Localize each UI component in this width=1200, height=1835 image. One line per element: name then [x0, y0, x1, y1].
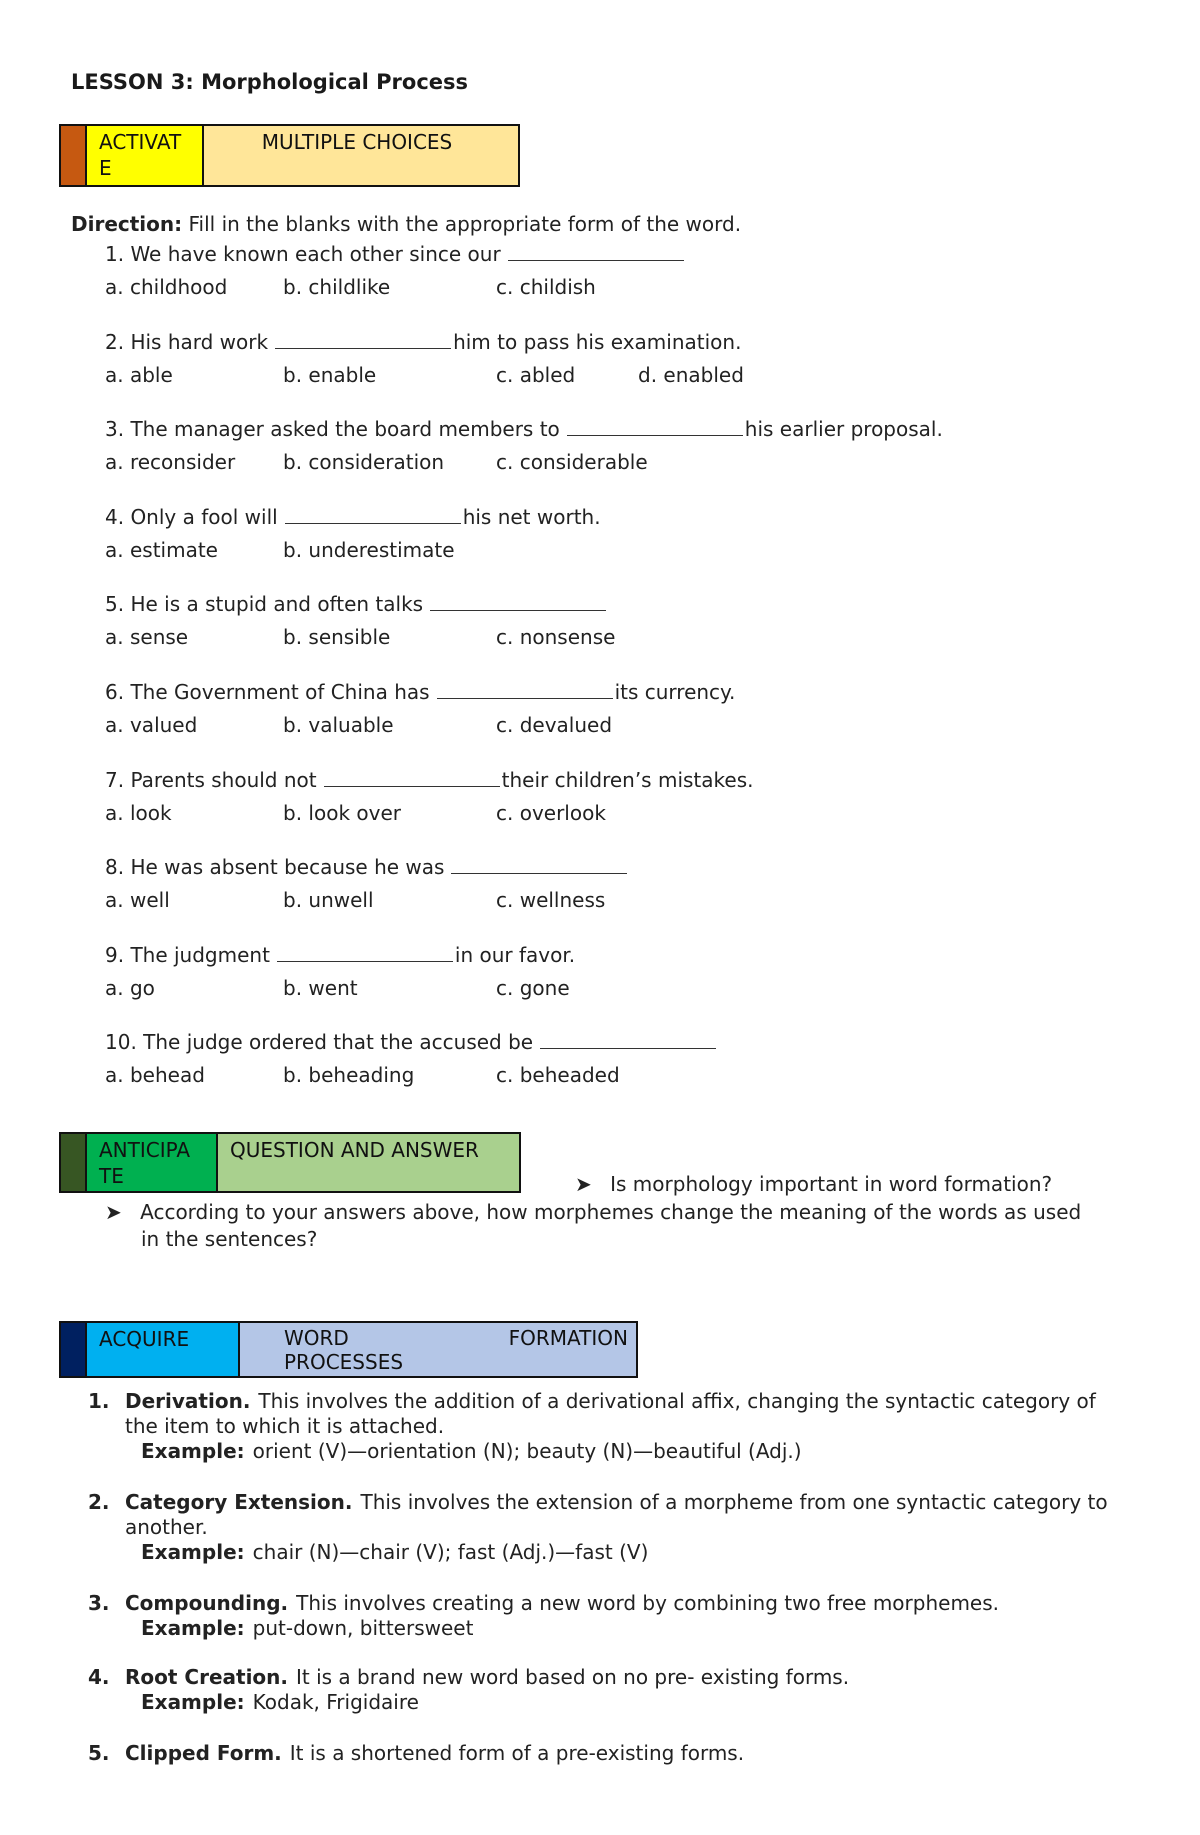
question-text-end: him to pass his examination. — [453, 329, 742, 354]
question-text: 1. We have known each other since our — [105, 242, 501, 266]
anticipate-tag-line1: ANTICIPA — [99, 1138, 191, 1162]
process-example — [141, 1690, 1133, 1715]
activate-tag-line1: ACTIVAT — [99, 130, 182, 154]
question-7 — [105, 768, 753, 792]
answer-option: a. childhood — [105, 275, 228, 299]
question-10 — [105, 1030, 718, 1054]
question-text: 4. Only a fool will — [105, 504, 278, 529]
answer-option: c. childish — [496, 275, 596, 299]
answer-blank — [567, 417, 743, 436]
answer-option: d. enabled — [638, 362, 744, 387]
question-6 — [105, 680, 735, 704]
answer-option: a. go — [105, 975, 155, 1000]
answer-option: a. sense — [105, 625, 189, 650]
answer-option: b. sensible — [283, 625, 391, 650]
question-text-end: his earlier proposal. — [744, 417, 943, 442]
process-description: It is a shortened form of a pre-existing forms. — [289, 1741, 745, 1765]
option-row — [105, 976, 1005, 1002]
qa-question-2-line2: in the sentences? — [141, 1227, 318, 1251]
question-text-end: its currency. — [614, 680, 736, 704]
answer-option: c. abled — [496, 362, 576, 387]
process-number: 5. — [88, 1741, 110, 1765]
process-number: 3. — [88, 1591, 110, 1615]
anticipate-color-strip — [61, 1134, 87, 1191]
example-label: Example: — [141, 1690, 245, 1714]
option-row — [105, 275, 1005, 301]
question-text: 8. He was absent because he was — [105, 855, 445, 880]
process-heading: Compounding. — [125, 1591, 289, 1615]
answer-option: c. considerable — [496, 450, 648, 475]
option-row — [105, 538, 1005, 564]
answer-option: a. behead — [105, 1063, 205, 1088]
process-example — [141, 1616, 1133, 1641]
qa-question-1: Is morphology important in word formation? — [610, 1172, 1053, 1196]
answer-option: c. nonsense — [496, 625, 616, 650]
lesson-title: LESSON 3: Morphological Process — [71, 70, 469, 94]
process-example — [141, 1439, 1133, 1464]
answer-blank — [540, 1030, 716, 1049]
example-label: Example: — [141, 1439, 245, 1463]
question-text: 7. Parents should not — [105, 767, 317, 792]
question-8 — [105, 855, 629, 879]
answer-option: b. went — [283, 975, 358, 1000]
answer-option: a. look — [105, 800, 172, 825]
example-label: Example: — [141, 1540, 245, 1564]
answer-option: c. beheaded — [496, 1063, 620, 1088]
answer-option: b. unwell — [283, 888, 374, 913]
question-text: 3. The manager asked the board members to — [105, 417, 560, 442]
qa-item-1 — [575, 1172, 1052, 1196]
process-number: 1. — [88, 1389, 110, 1413]
option-row — [105, 1063, 1005, 1089]
question-text-end: his net worth. — [462, 504, 601, 529]
answer-blank — [285, 505, 461, 524]
process-body — [125, 1389, 1133, 1464]
example-text: orient (V)—orientation (N); beauty (N)—beautiful (Adj.) — [252, 1439, 802, 1463]
process-number: 4. — [88, 1665, 110, 1689]
question-2 — [105, 330, 741, 354]
answer-option: b. consideration — [283, 450, 445, 475]
option-row — [105, 713, 1005, 739]
question-5 — [105, 592, 608, 616]
answer-option: c. overlook — [496, 800, 606, 825]
answer-blank — [451, 855, 627, 874]
answer-option: b. enable — [283, 362, 377, 387]
acquire-heading-word: WORD — [284, 1326, 349, 1350]
direction-text: Fill in the blanks with the appropriate form of the word. — [188, 212, 742, 236]
question-text-end: in our favor. — [454, 942, 576, 967]
answer-option: c. gone — [496, 975, 570, 1000]
answer-blank — [430, 592, 606, 611]
process-item — [88, 1741, 1133, 1766]
question-text: 9. The judgment — [105, 942, 270, 967]
activate-banner — [59, 124, 520, 187]
answer-blank — [277, 943, 453, 962]
qa-item-2 — [105, 1200, 1145, 1251]
process-heading: Category Extension. — [125, 1490, 353, 1514]
acquire-banner — [59, 1321, 638, 1378]
arrow-bullet-icon: ➤ — [105, 1200, 122, 1224]
answer-option: b. look over — [283, 800, 401, 825]
process-example — [141, 1540, 1133, 1565]
option-row — [105, 801, 1005, 827]
process-description: This involves creating a new word by combining two free morphemes. — [296, 1591, 1000, 1615]
process-body — [125, 1490, 1133, 1565]
example-text: put-down, bittersweet — [252, 1616, 474, 1640]
process-description: It is a brand new word based on no pre- existing forms. — [296, 1665, 850, 1689]
direction — [71, 212, 741, 236]
answer-option: b. underestimate — [283, 537, 455, 562]
question-text-end: their children’s mistakes. — [501, 767, 754, 792]
answer-option: a. able — [105, 362, 173, 387]
anticipate-tag — [87, 1134, 218, 1191]
qa-question-2-line1: According to your answers above, how morphemes change the meaning of the words as used — [140, 1200, 1082, 1224]
process-description: This involves the extension of a morpheme from one syntactic category to another. — [125, 1490, 1108, 1539]
acquire-heading-formation: FORMATION — [508, 1326, 628, 1350]
process-body — [125, 1741, 1133, 1766]
process-item — [88, 1490, 1133, 1565]
answer-option: a. reconsider — [105, 450, 236, 475]
process-heading: Derivation. — [125, 1389, 251, 1413]
process-heading: Root Creation. — [125, 1665, 288, 1689]
arrow-bullet-icon: ➤ — [575, 1172, 592, 1196]
process-body — [125, 1665, 1133, 1715]
answer-blank — [275, 330, 451, 349]
example-text: chair (N)—chair (V); fast (Adj.)—fast (V) — [252, 1540, 649, 1564]
question-text: 10. The judge ordered that the accused be — [105, 1030, 534, 1055]
acquire-color-strip — [61, 1323, 87, 1376]
question-4 — [105, 505, 601, 529]
answer-blank — [437, 680, 613, 699]
anticipate-tag-line2: TE — [99, 1164, 124, 1188]
activate-color-strip — [61, 126, 87, 185]
answer-option: a. well — [105, 888, 170, 913]
process-item — [88, 1665, 1133, 1715]
answer-option: a. valued — [105, 713, 198, 737]
acquire-tag: ACQUIRE — [87, 1323, 240, 1376]
answer-option: c. devalued — [496, 713, 613, 737]
example-text: Kodak, Frigidaire — [252, 1690, 419, 1714]
process-heading: Clipped Form. — [125, 1741, 282, 1765]
answer-option: c. wellness — [496, 888, 606, 913]
activate-tag-line2: E — [99, 156, 112, 180]
option-row — [105, 363, 1005, 389]
question-3 — [105, 417, 943, 441]
process-item — [88, 1389, 1133, 1464]
activate-heading: MULTIPLE CHOICES — [204, 126, 518, 185]
option-row — [105, 450, 1005, 476]
process-body — [125, 1591, 1133, 1641]
answer-blank — [324, 768, 500, 787]
anticipate-banner — [59, 1132, 521, 1193]
direction-label: Direction: — [71, 212, 183, 236]
answer-blank — [508, 242, 684, 261]
answer-option: b. childlike — [283, 275, 391, 299]
anticipate-heading: QUESTION AND ANSWER — [218, 1134, 519, 1191]
question-text: 6. The Government of China has — [105, 680, 430, 704]
question-1 — [105, 242, 686, 266]
option-row — [105, 625, 1005, 651]
answer-option: a. estimate — [105, 537, 218, 562]
acquire-heading — [240, 1323, 636, 1376]
question-text: 2. His hard work — [105, 329, 269, 354]
process-number: 2. — [88, 1490, 110, 1514]
option-row — [105, 888, 1005, 914]
question-text: 5. He is a stupid and often talks — [105, 592, 424, 617]
activate-tag — [87, 126, 204, 185]
answer-option: b. beheading — [283, 1063, 415, 1088]
process-item — [88, 1591, 1133, 1641]
example-label: Example: — [141, 1616, 245, 1640]
acquire-heading-processes: PROCESSES — [284, 1350, 404, 1374]
answer-option: b. valuable — [283, 713, 394, 737]
process-description: This involves the addition of a derivational affix, changing the syntactic category of the item to which it is attached. — [125, 1389, 1096, 1438]
question-9 — [105, 943, 575, 967]
